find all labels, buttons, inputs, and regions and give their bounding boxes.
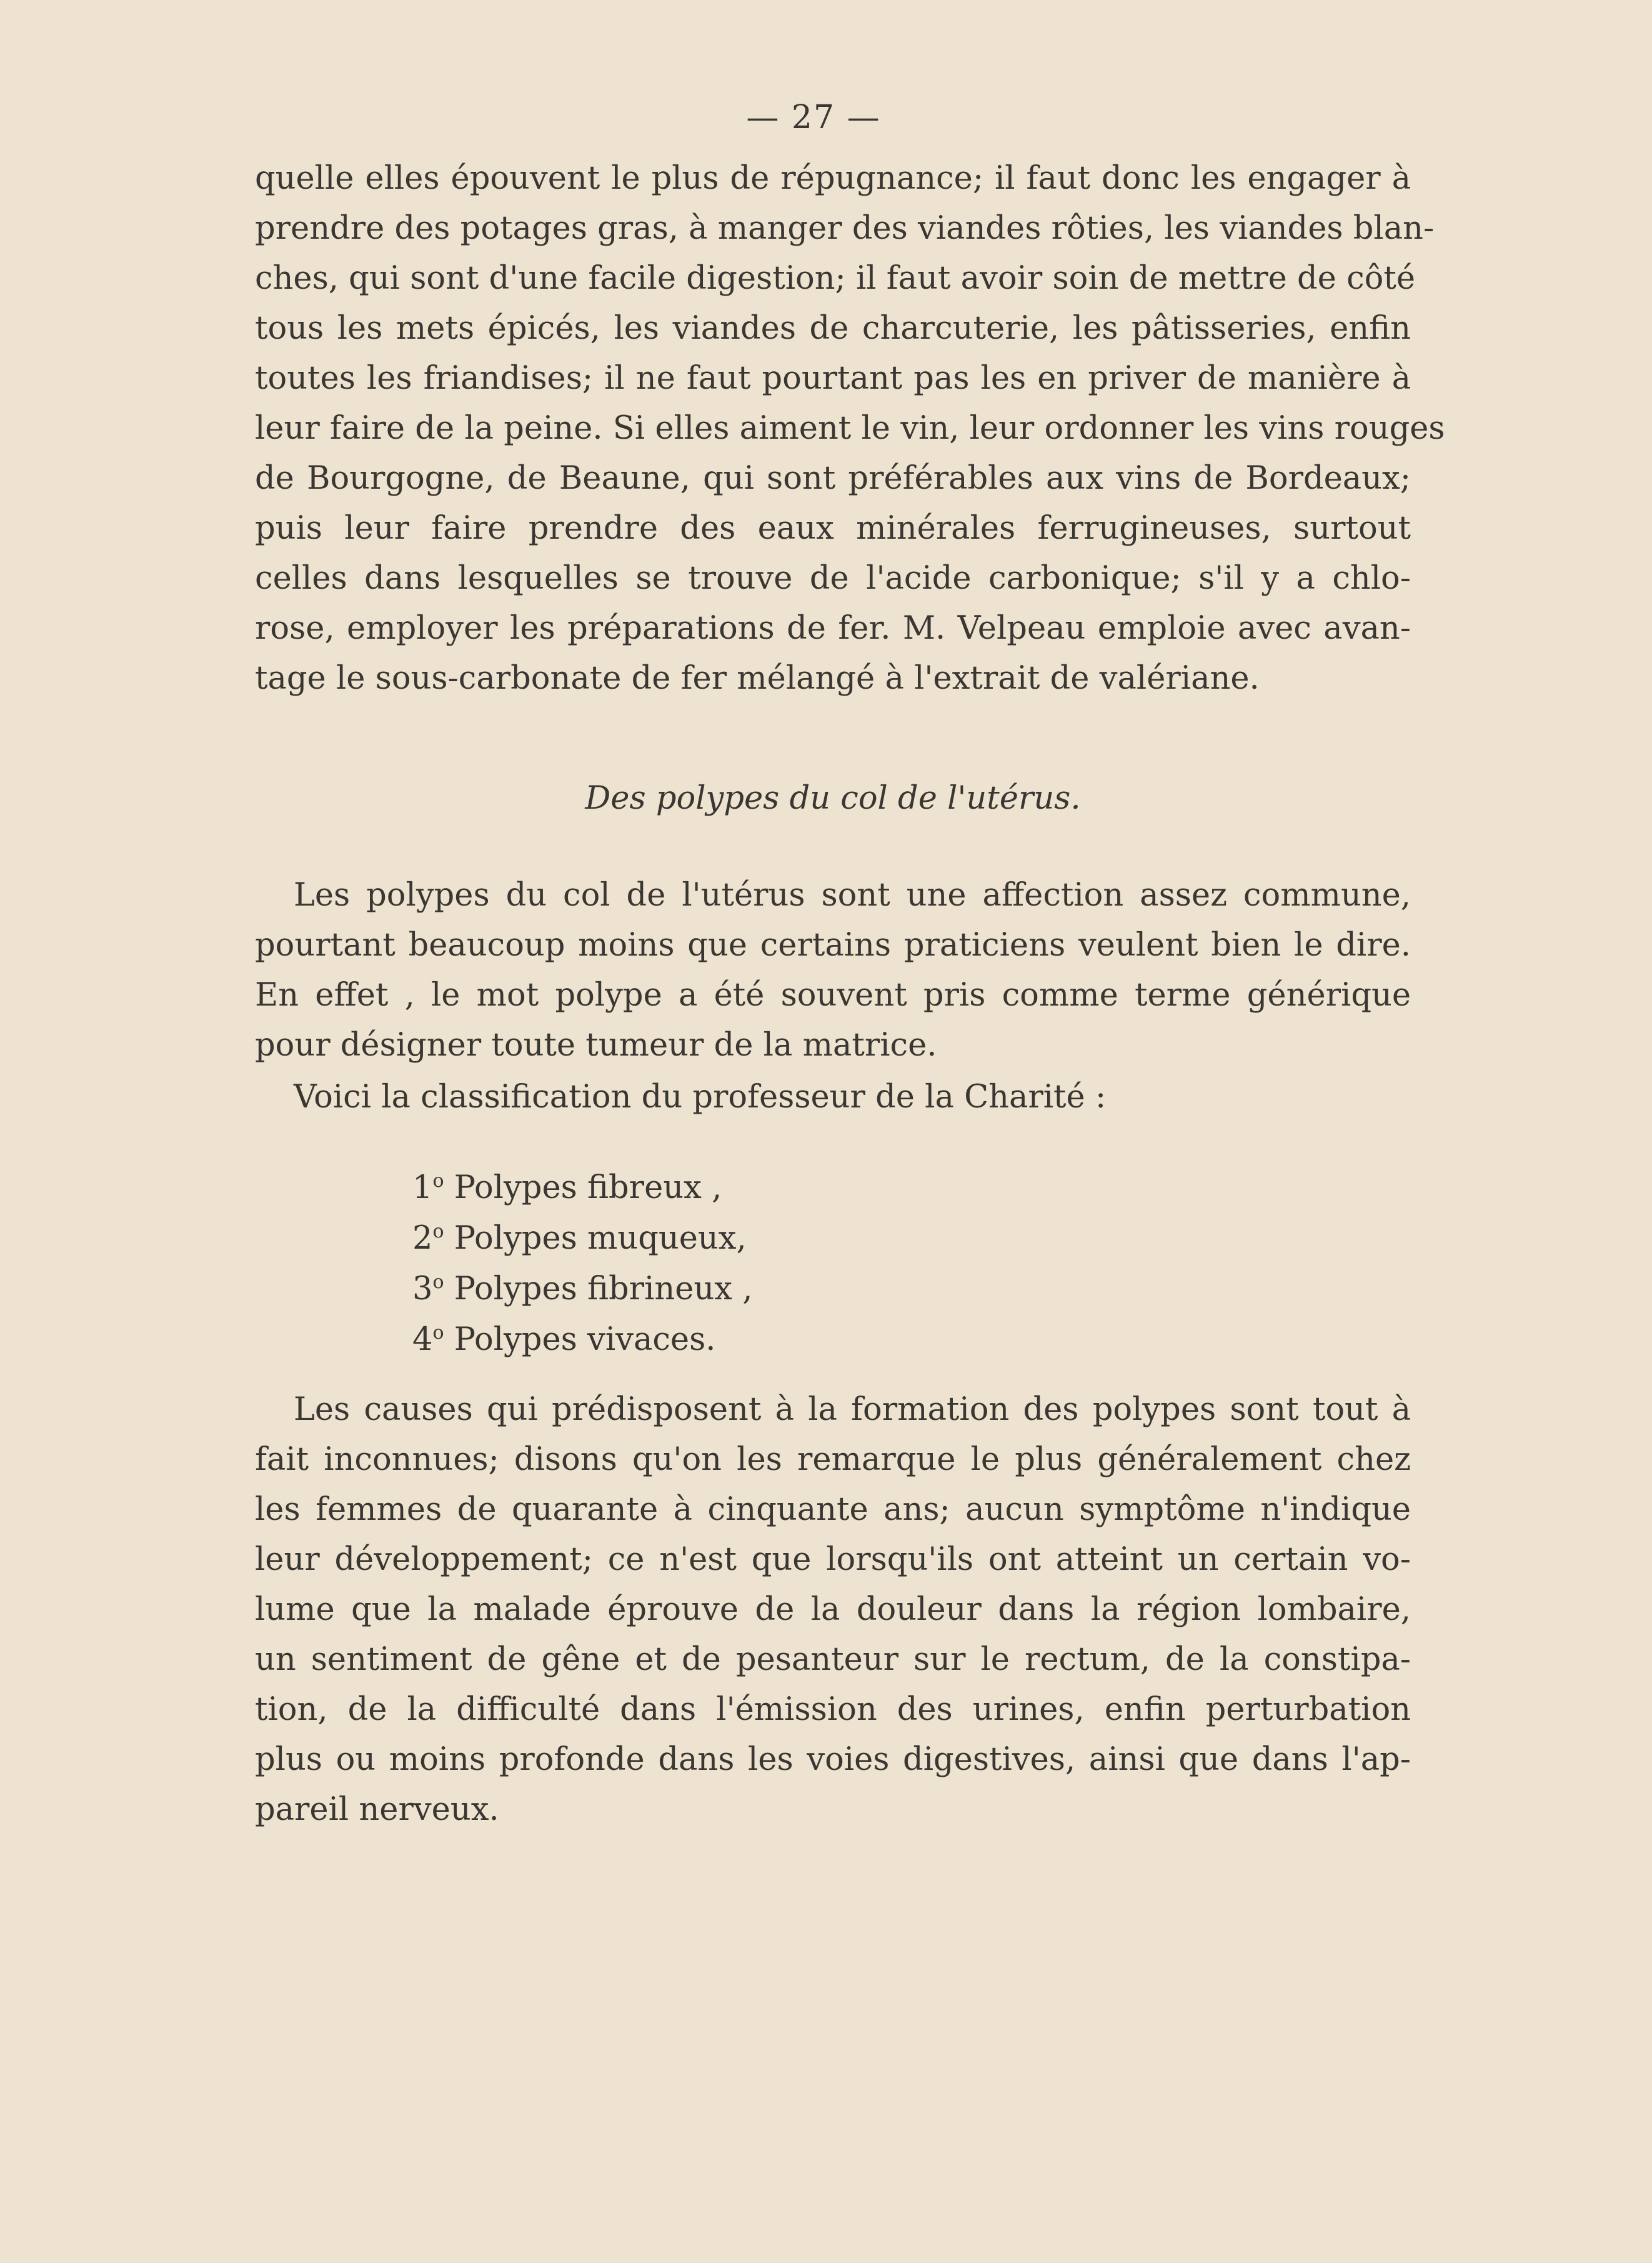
text-line: prendre des potages gras, à manger des viandes rôties, les viandes blan-	[255, 210, 1435, 247]
text-line: tage le sous-carbonate de fer mélangé à l'extrait de valériane.	[255, 660, 1260, 697]
text-line: lume que la malade éprouve de la douleur dans la région lombaire,	[255, 1591, 1411, 1628]
text-line: leur développement; ce n'est que lorsqu'ils ont atteint un certain vo-	[255, 1541, 1411, 1578]
list-item: 4$^o$ Polypes vivaces.	[412, 1321, 716, 1358]
text-line: pour désigner toute tumeur de la matrice.	[255, 1027, 937, 1064]
text-line: pareil nerveux.	[255, 1791, 499, 1828]
classification-intro: Voici la classification du professeur de la Charité :	[294, 1079, 1107, 1116]
text-line: puis leur faire prendre des eaux minérales ferrugineuses, surtout	[255, 510, 1411, 547]
list-item: 1$^o$ Polypes fibreux ,	[412, 1169, 722, 1206]
text-line: Les polypes du col de l'utérus sont une affection assez commune,	[294, 877, 1411, 914]
text-line: un sentiment de gêne et de pesanteur sur le rectum, de la constipa-	[255, 1641, 1411, 1678]
text-line: toutes les friandises; il ne faut pourtant pas les en priver de manière à	[255, 360, 1411, 397]
list-item: 3$^o$ Polypes fibrineux ,	[412, 1271, 753, 1307]
text-line: de Bourgogne, de Beaune, qui sont préférables aux vins de Bordeaux;	[255, 460, 1411, 497]
text-line: rose, employer les préparations de fer. M. Velpeau emploie avec avan-	[255, 610, 1411, 647]
list-item: 2$^o$ Polypes muqueux,	[412, 1220, 747, 1257]
text-line: leur faire de la peine. Si elles aiment le vin, leur ordonner les vins rouges	[255, 410, 1445, 447]
text-line: En effet , le mot polype a été souvent pris comme terme générique	[255, 977, 1411, 1014]
text-line: pourtant beaucoup moins que certains praticiens veulent bien le dire.	[255, 927, 1411, 964]
text-line: celles dans lesquelles se trouve de l'acide carbonique; s'il y a chlo-	[255, 560, 1411, 597]
text-line: quelle elles épouvent le plus de répugnance; il faut donc les engager à	[255, 160, 1411, 197]
page-number: — 27 —	[746, 99, 881, 136]
text-line: tous les mets épicés, les viandes de charcuterie, les pâtisseries, enfin	[255, 310, 1411, 347]
text-line: tion, de la difficulté dans l'émission des urines, enfin perturbation	[255, 1691, 1411, 1728]
text-line: les femmes de quarante à cinquante ans; aucun symptôme n'indique	[255, 1491, 1411, 1528]
text-line: ches, qui sont d'une facile digestion; il faut avoir soin de mettre de côté	[255, 260, 1416, 297]
text-line: Les causes qui prédisposent à la formation des polypes sont tout à	[294, 1391, 1411, 1428]
text-line: fait inconnues; disons qu'on les remarque le plus généralement chez	[255, 1441, 1411, 1478]
section-heading: Des polypes du col de l'utérus.	[585, 780, 1081, 817]
text-line: plus ou moins profonde dans les voies digestives, ainsi que dans l'ap-	[255, 1741, 1411, 1778]
